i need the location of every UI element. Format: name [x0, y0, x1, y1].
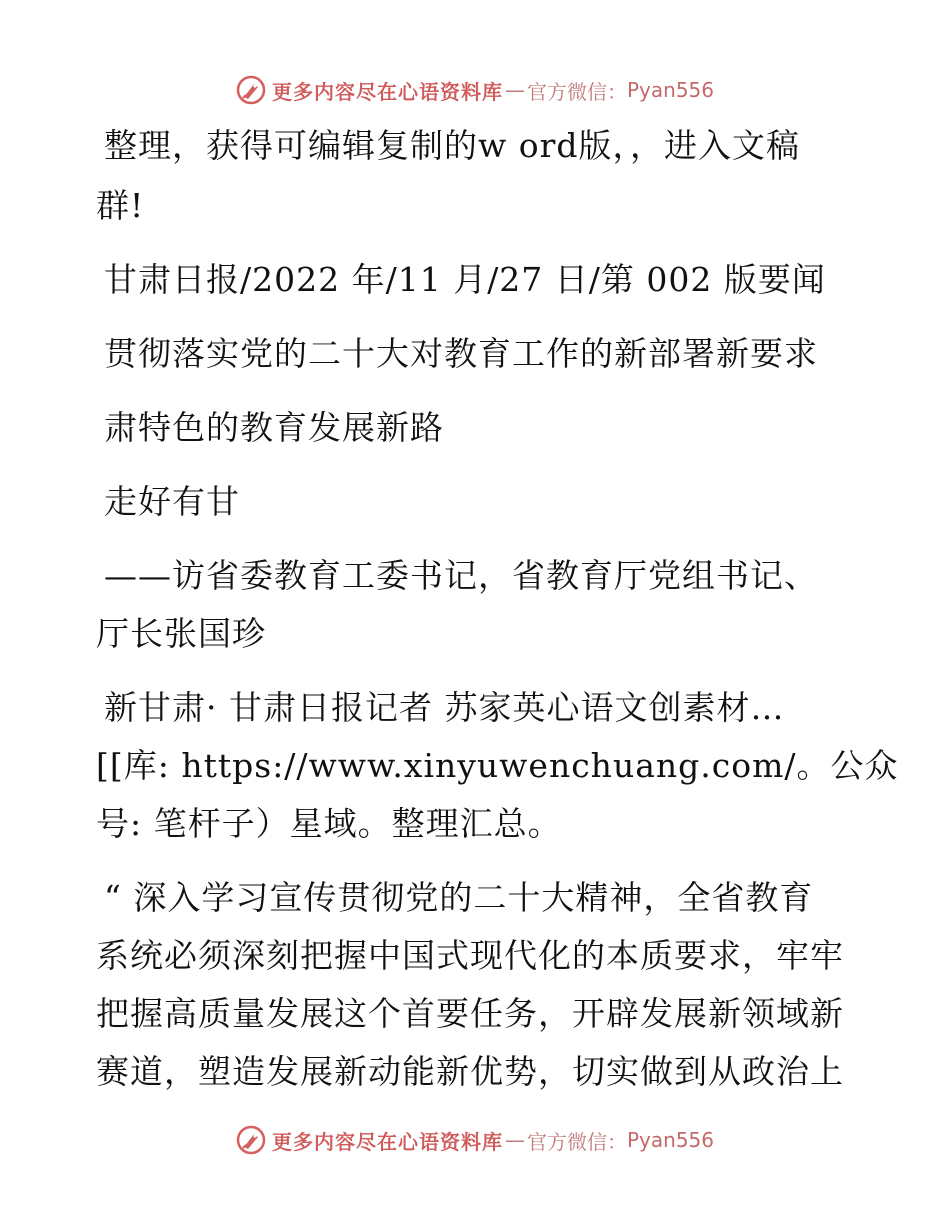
- watermark-main-text: 更多内容尽在心语资料库: [271, 1129, 503, 1154]
- doc-line: 系统必须深刻把握中国式现代化的本质要求，牢牢: [96, 936, 844, 975]
- doc-line: [[库: https://www.xinyuwenchuang.com/。公众: [96, 746, 899, 785]
- doc-line: 走好有甘: [104, 482, 240, 521]
- doc-line: 号: 笔杆子）星域。整理汇总。: [96, 804, 562, 843]
- footer-watermark: [0, 1122, 950, 1158]
- header-watermark: [0, 72, 950, 108]
- pen-nib-logo-icon: [236, 75, 266, 105]
- watermark-wechat-label: 官方微信：: [526, 1129, 627, 1154]
- watermark-separator: —: [504, 1128, 525, 1152]
- pen-nib-logo-icon: [236, 1125, 266, 1155]
- watermark-separator: —: [504, 78, 525, 102]
- watermark-wechat-id: Pyan556: [626, 78, 714, 102]
- doc-line: 新甘肃· 甘肃日报记者 苏家英心语文创素材…: [104, 688, 785, 727]
- doc-line: 甘肃日报/2022 年/11 月/27 日/第 002 版要闻: [104, 260, 826, 299]
- doc-line: 群!: [96, 186, 145, 225]
- doc-line: 肃特色的教育发展新路: [104, 408, 444, 447]
- doc-line: 贯彻落实党的二十大对教育工作的新部署新要求: [104, 334, 818, 373]
- doc-line: 赛道，塑造发展新动能新优势，切实做到从政治上: [96, 1052, 844, 1091]
- watermark-wechat-id: Pyan556: [626, 1128, 714, 1152]
- doc-line: 厅长张国珍: [96, 614, 266, 653]
- doc-line: ——访省委教育工委书记，省教育厅党组书记、: [104, 556, 818, 595]
- watermark-main-text: 更多内容尽在心语资料库: [271, 79, 503, 104]
- doc-line: “ 深入学习宣传贯彻党的二十大精神，全省教育: [104, 878, 814, 917]
- doc-line: 把握高质量发展这个首要任务，开辟发展新领域新: [96, 994, 844, 1033]
- watermark-wechat-label: 官方微信：: [526, 79, 627, 104]
- doc-line: 整理，获得可编辑复制的w ord版，，进入文稿: [104, 126, 801, 165]
